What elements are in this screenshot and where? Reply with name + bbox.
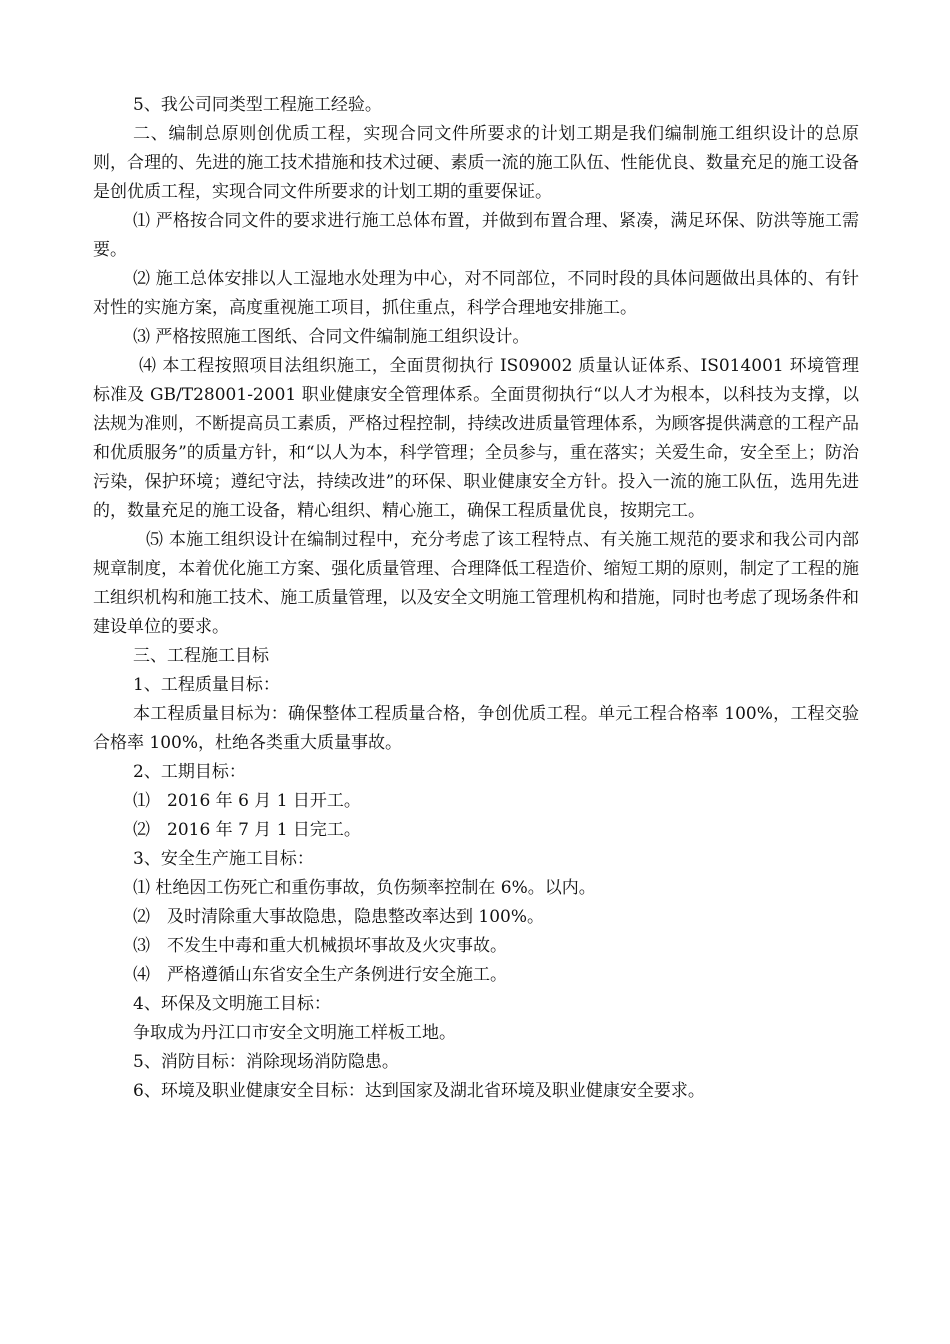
section-heading-targets: 三、工程施工目标 (133, 646, 269, 666)
paragraph-experience: 5、我公司同类型工程施工经验。 (133, 95, 382, 115)
paragraph-principles: 二、编制总原则创优质工程，实现合同文件所要求的计划工期是我们编制施工组织设计的总原则，合理的、先进的施工技术措施和技术过硬、素质一流的施工队伍、性能优良、数量充足的施工设备是创优质工程，实现合同文件所要求的计划工期的重要保证。 (93, 124, 859, 202)
paragraph-fire-target: 5、消防目标：消除现场消防隐患。 (133, 1052, 399, 1072)
paragraph-principle-1: ⑴ 严格按合同文件的要求进行施工总体布置，并做到布置合理、紧凑，满足环保、防洪等施工需要。 (93, 211, 859, 260)
subheading-quality: 1、工程质量目标： (133, 675, 280, 695)
subheading-environment: 4、环保及文明施工目标： (133, 994, 331, 1014)
paragraph-principle-2: ⑵ 施工总体安排以人工湿地水处理为中心，对不同部位，不同时段的具体问题做出具体的、有针对性的实施方案，高度重视施工项目，抓住重点，科学合理地安排施工。 (93, 269, 859, 318)
schedule-item-start: ⑴ 2016 年 6 月 1 日开工。 (133, 791, 361, 811)
safety-item-3: ⑶ 不发生中毒和重大机械损坏事故及火灾事故。 (133, 936, 507, 956)
document-body (93, 91, 859, 1106)
safety-item-4: ⑷ 严格遵循山东省安全生产条例进行安全施工。 (133, 965, 507, 985)
paragraph-environment: 争取成为丹江口市安全文明施工样板工地。 (133, 1023, 456, 1043)
subheading-schedule: 2、工期目标： (133, 762, 246, 782)
safety-item-1: ⑴ 杜绝因工伤死亡和重伤事故，负伤频率控制在 6%。以内。 (133, 878, 596, 898)
paragraph-principle-4: ⑷ 本工程按照项目法组织施工，全面贯彻执行 IS09002 质量认证体系、IS014001 环境管理标准及 GB/T28001-2001 职业健康安全管理体系。全面贯彻执行“以人才为根本，以科技为支撑，以法规为准则，不断提高员工素质，严格过程控制，持续改进质量管理体系，为顾客提供满意的工程产品和优质服务”的质量方针，和“以人为本，科学管理；全员参与，重在落实；关爱生命，安全至上；防治污染，保护环境；遵纪守法，持续改进”的环保、职业健康安全方针。投入一流的施工队伍，选用先进的，数量充足的施工设备，精心组织、精心施工，确保工程质量优良，按期完工。 (93, 356, 859, 521)
paragraph-principle-5: ⑸ 本施工组织设计在编制过程中，充分考虑了该工程特点、有关施工规范的要求和我公司内部规章制度，本着优化施工方案、强化质量管理、合理降低工程造价、缩短工期的原则，制定了工程的施工组织机构和施工技术、施工质量管理，以及安全文明施工管理机构和措施，同时也考虑了现场条件和建设单位的要求。 (93, 530, 859, 637)
subheading-safety: 3、安全生产施工目标： (133, 849, 314, 869)
safety-item-2: ⑵ 及时清除重大事故隐患，隐患整改率达到 100%。 (133, 907, 545, 927)
paragraph-health-target: 6、环境及职业健康安全目标：达到国家及湖北省环境及职业健康安全要求。 (133, 1081, 705, 1101)
schedule-item-finish: ⑵ 2016 年 7 月 1 日完工。 (133, 820, 361, 840)
paragraph-quality: 本工程质量目标为：确保整体工程质量合格，争创优质工程。单元工程合格率 100%，工程交验合格率 100%，杜绝各类重大质量事故。 (93, 704, 859, 753)
paragraph-principle-3: ⑶ 严格按照施工图纸、合同文件编制施工组织设计。 (133, 327, 530, 347)
